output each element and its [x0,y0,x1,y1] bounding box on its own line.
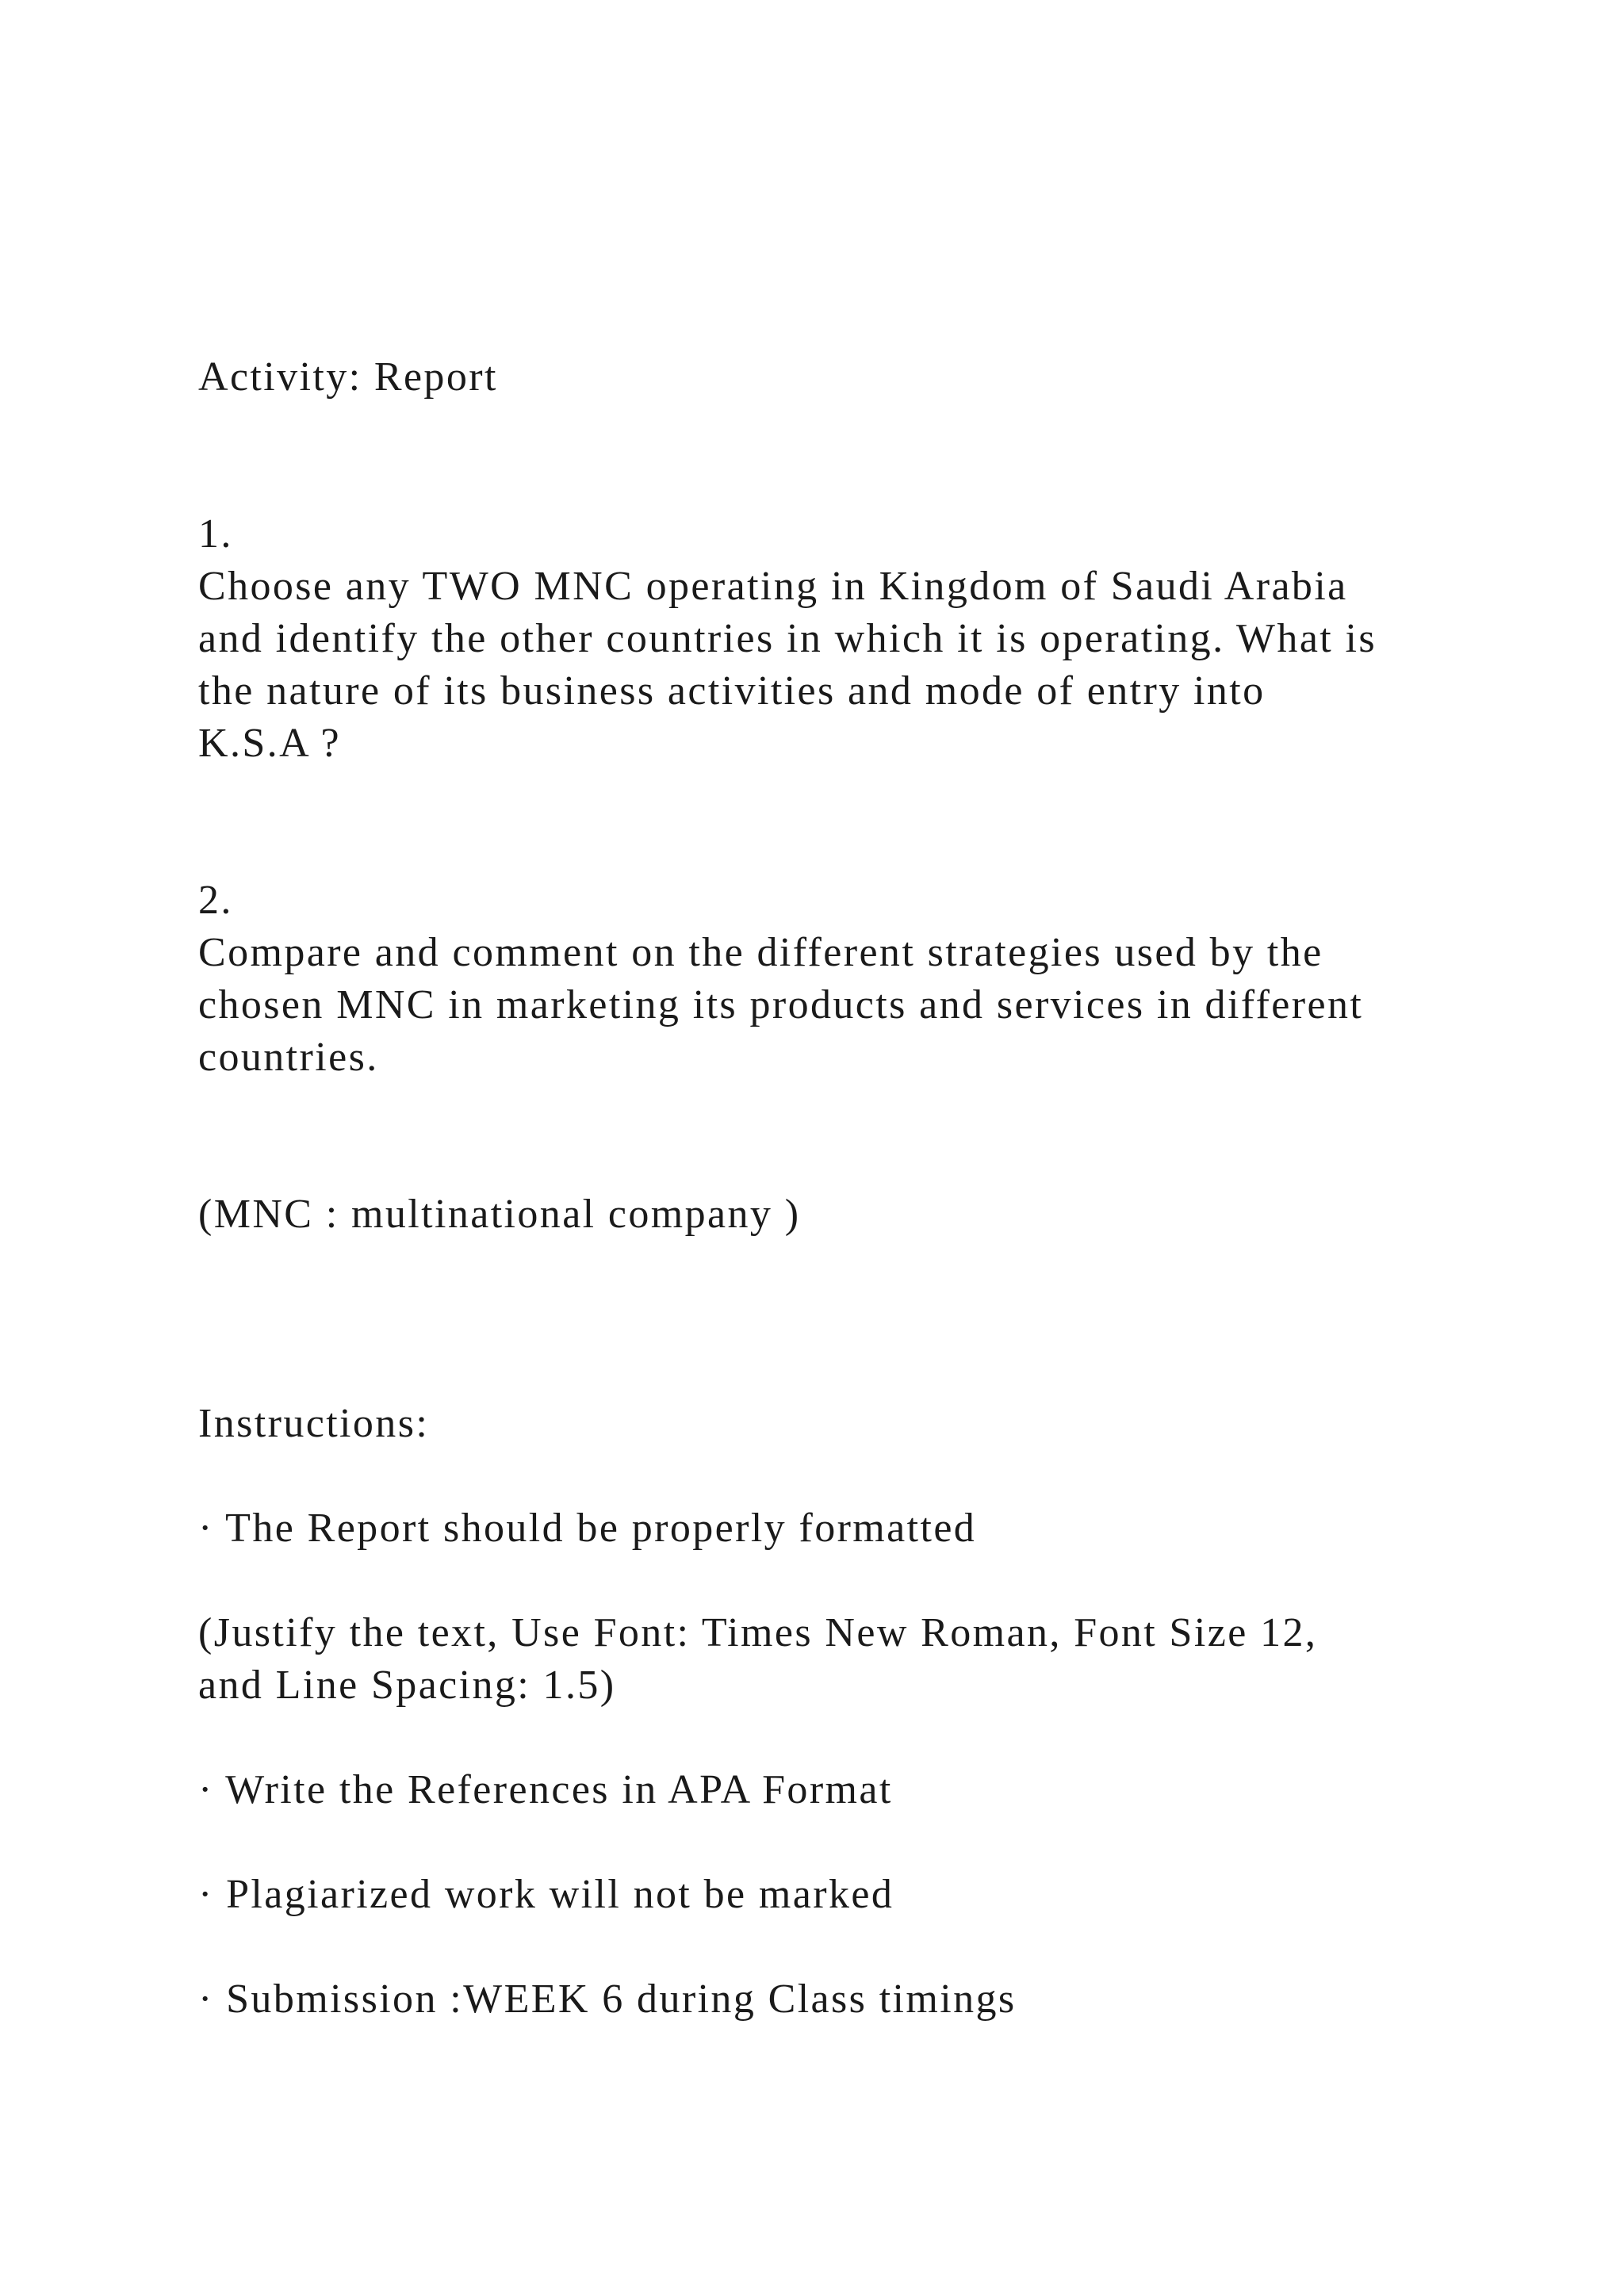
question-2-line-3: countries. [198,1035,379,1080]
question-1-number: 1. [198,511,233,557]
question-1-line-2: and identify the other countries in which it is operating. What is [198,616,1377,661]
question-1-line-1: Choose any TWO MNC operating in Kingdom of Saudi Arabia [198,564,1348,609]
instruction-item-format: · The Report should be properly formatted [198,1506,977,1551]
instruction-item-references: · Write the References in APA Format [198,1767,893,1812]
question-2-line-1: Compare and comment on the different strategies used by the [198,930,1323,975]
question-1-line-3: the nature of its business activities and mode of entry into [198,668,1266,714]
instruction-item-plagiarism: · Plagiarized work will not be marked [198,1872,894,1917]
question-1-line-4: K.S.A ? [198,721,342,766]
instruction-item-format-details-2: and Line Spacing: 1.5) [198,1663,616,1708]
question-2-line-2: chosen MNC in marketing its products and services in different [198,982,1364,1027]
instruction-item-format-details-1: (Justify the text, Use Font: Times New Roman, Font Size 12, [198,1610,1318,1655]
instruction-item-submission: · Submission :WEEK 6 during Class timings [198,1976,1017,2022]
instructions-heading: Instructions: [198,1401,430,1446]
question-2-number: 2. [198,878,233,923]
document-title: Activity: Report [198,354,498,400]
mnc-note: (MNC : multinational company ) [198,1192,801,1237]
